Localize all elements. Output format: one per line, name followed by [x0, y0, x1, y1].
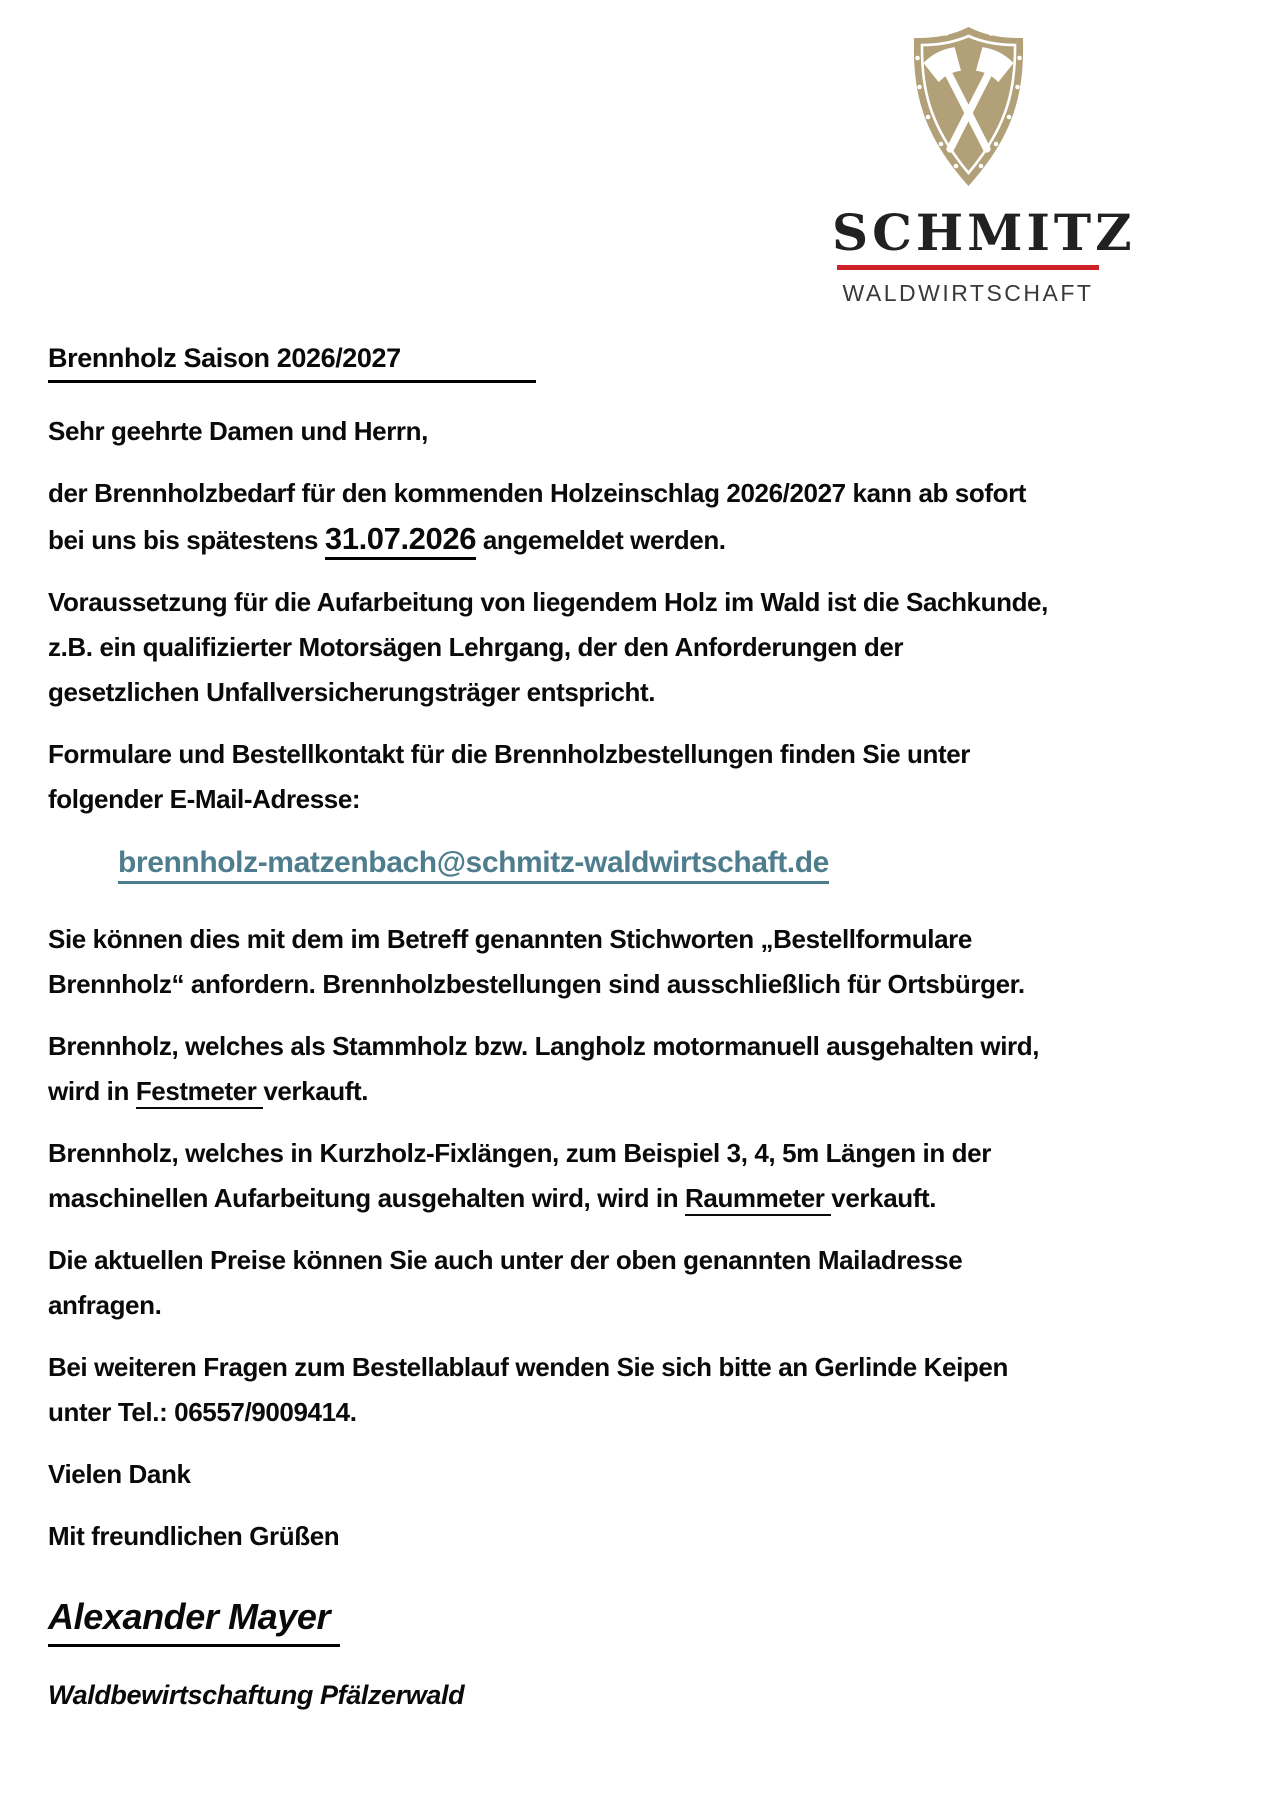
paragraph-line: Bei weiteren Fragen zum Bestellablauf wenden Sie sich bitte an Gerlinde Keipen: [48, 1352, 1008, 1382]
text-segment: maschinellen Aufarbeitung ausgehalten wird, wird in: [48, 1183, 686, 1213]
brand-subtitle: WALDWIRTSCHAFT: [842, 280, 1094, 306]
paragraph-line: [48, 1176, 1228, 1221]
paragraph-line: Brennholz, welches in Kurzholz-Fixlängen, zum Beispiel 3, 4, 5m Längen in der: [48, 1138, 991, 1168]
paragraph-line: [48, 516, 1228, 563]
paragraph-line: folgender E-Mail-Adresse:: [48, 784, 361, 814]
text-segment: bei uns bis spätestens: [48, 525, 325, 555]
crossed-axes-shield-icon: [906, 25, 1031, 189]
paragraph-line: Brennholz“ anfordern. Brennholzbestellungen sind ausschließlich für Ortsbürger.: [48, 969, 1025, 999]
letter-subject: Brennholz Saison 2026/2027: [48, 342, 536, 383]
thanks-text: Vielen Dank: [48, 1459, 191, 1489]
paragraph-stammholz: [48, 1024, 1228, 1114]
brand-name: SCHMITZ: [832, 203, 1136, 262]
email-row: [48, 839, 1228, 887]
paragraph-fragen: [48, 1345, 1228, 1435]
company-logo: [832, 25, 1136, 307]
paragraph-voraussetzung: [48, 580, 1228, 715]
text-segment: angemeldet werden.: [476, 525, 726, 555]
paragraph-line: anfragen.: [48, 1290, 162, 1320]
paragraph-betreff: [48, 917, 1228, 1007]
deadline-date: 31.07.2026: [325, 521, 476, 560]
text-segment: wird in: [48, 1076, 136, 1106]
paragraph-line: z.B. ein qualifizierter Motorsägen Lehrgang, der den Anforderungen der: [48, 632, 904, 662]
paragraph-line: unter Tel.: 06557/9009414.: [48, 1397, 357, 1427]
paragraph-line: Brennholz, welches als Stammholz bzw. Langholz motormanuell ausgehalten wird,: [48, 1031, 1040, 1061]
thanks: [48, 1452, 1228, 1497]
raummeter-underlined: Raummeter: [685, 1183, 831, 1216]
paragraph-line: Formulare und Bestellkontakt für die Brennholzbestellungen finden Sie unter: [48, 739, 970, 769]
paragraph-line: [48, 1069, 1228, 1114]
order-email-link[interactable]: brennholz-matzenbach@schmitz-waldwirtschaft.de: [118, 846, 829, 884]
paragraph-line: Sie können dies mit dem im Betreff genannten Stichworten „Bestellformulare: [48, 924, 972, 954]
signature-name: Alexander Mayer: [48, 1592, 340, 1647]
paragraph-line: der Brennholzbedarf für den kommenden Holzeinschlag 2026/2027 kann ab sofort: [48, 478, 1027, 508]
salutation: [48, 409, 1228, 454]
salutation-text: Sehr geehrte Damen und Herrn,: [48, 416, 428, 446]
text-segment: verkauft.: [831, 1183, 937, 1213]
signature-role: Waldbewirtschaftung Pfälzerwald: [48, 1680, 465, 1710]
paragraph-kurzholz: [48, 1131, 1228, 1221]
text-segment: verkauft.: [263, 1076, 369, 1106]
festmeter-underlined: Festmeter: [136, 1076, 264, 1109]
letter-body: [48, 342, 1228, 1715]
closing-text: Mit freundlichen Grüßen: [48, 1521, 340, 1551]
paragraph-bedarf: [48, 471, 1228, 563]
paragraph-line: Voraussetzung für die Aufarbeitung von liegendem Holz im Wald ist die Sachkunde,: [48, 587, 1048, 617]
paragraph-formulare: [48, 732, 1228, 822]
paragraph-preise: [48, 1238, 1228, 1328]
brand-red-rule: [837, 265, 1099, 270]
closing: [48, 1514, 1228, 1559]
paragraph-line: gesetzlichen Unfallversicherungsträger entspricht.: [48, 677, 656, 707]
paragraph-line: Die aktuellen Preise können Sie auch unter der oben genannten Mailadresse: [48, 1245, 963, 1275]
